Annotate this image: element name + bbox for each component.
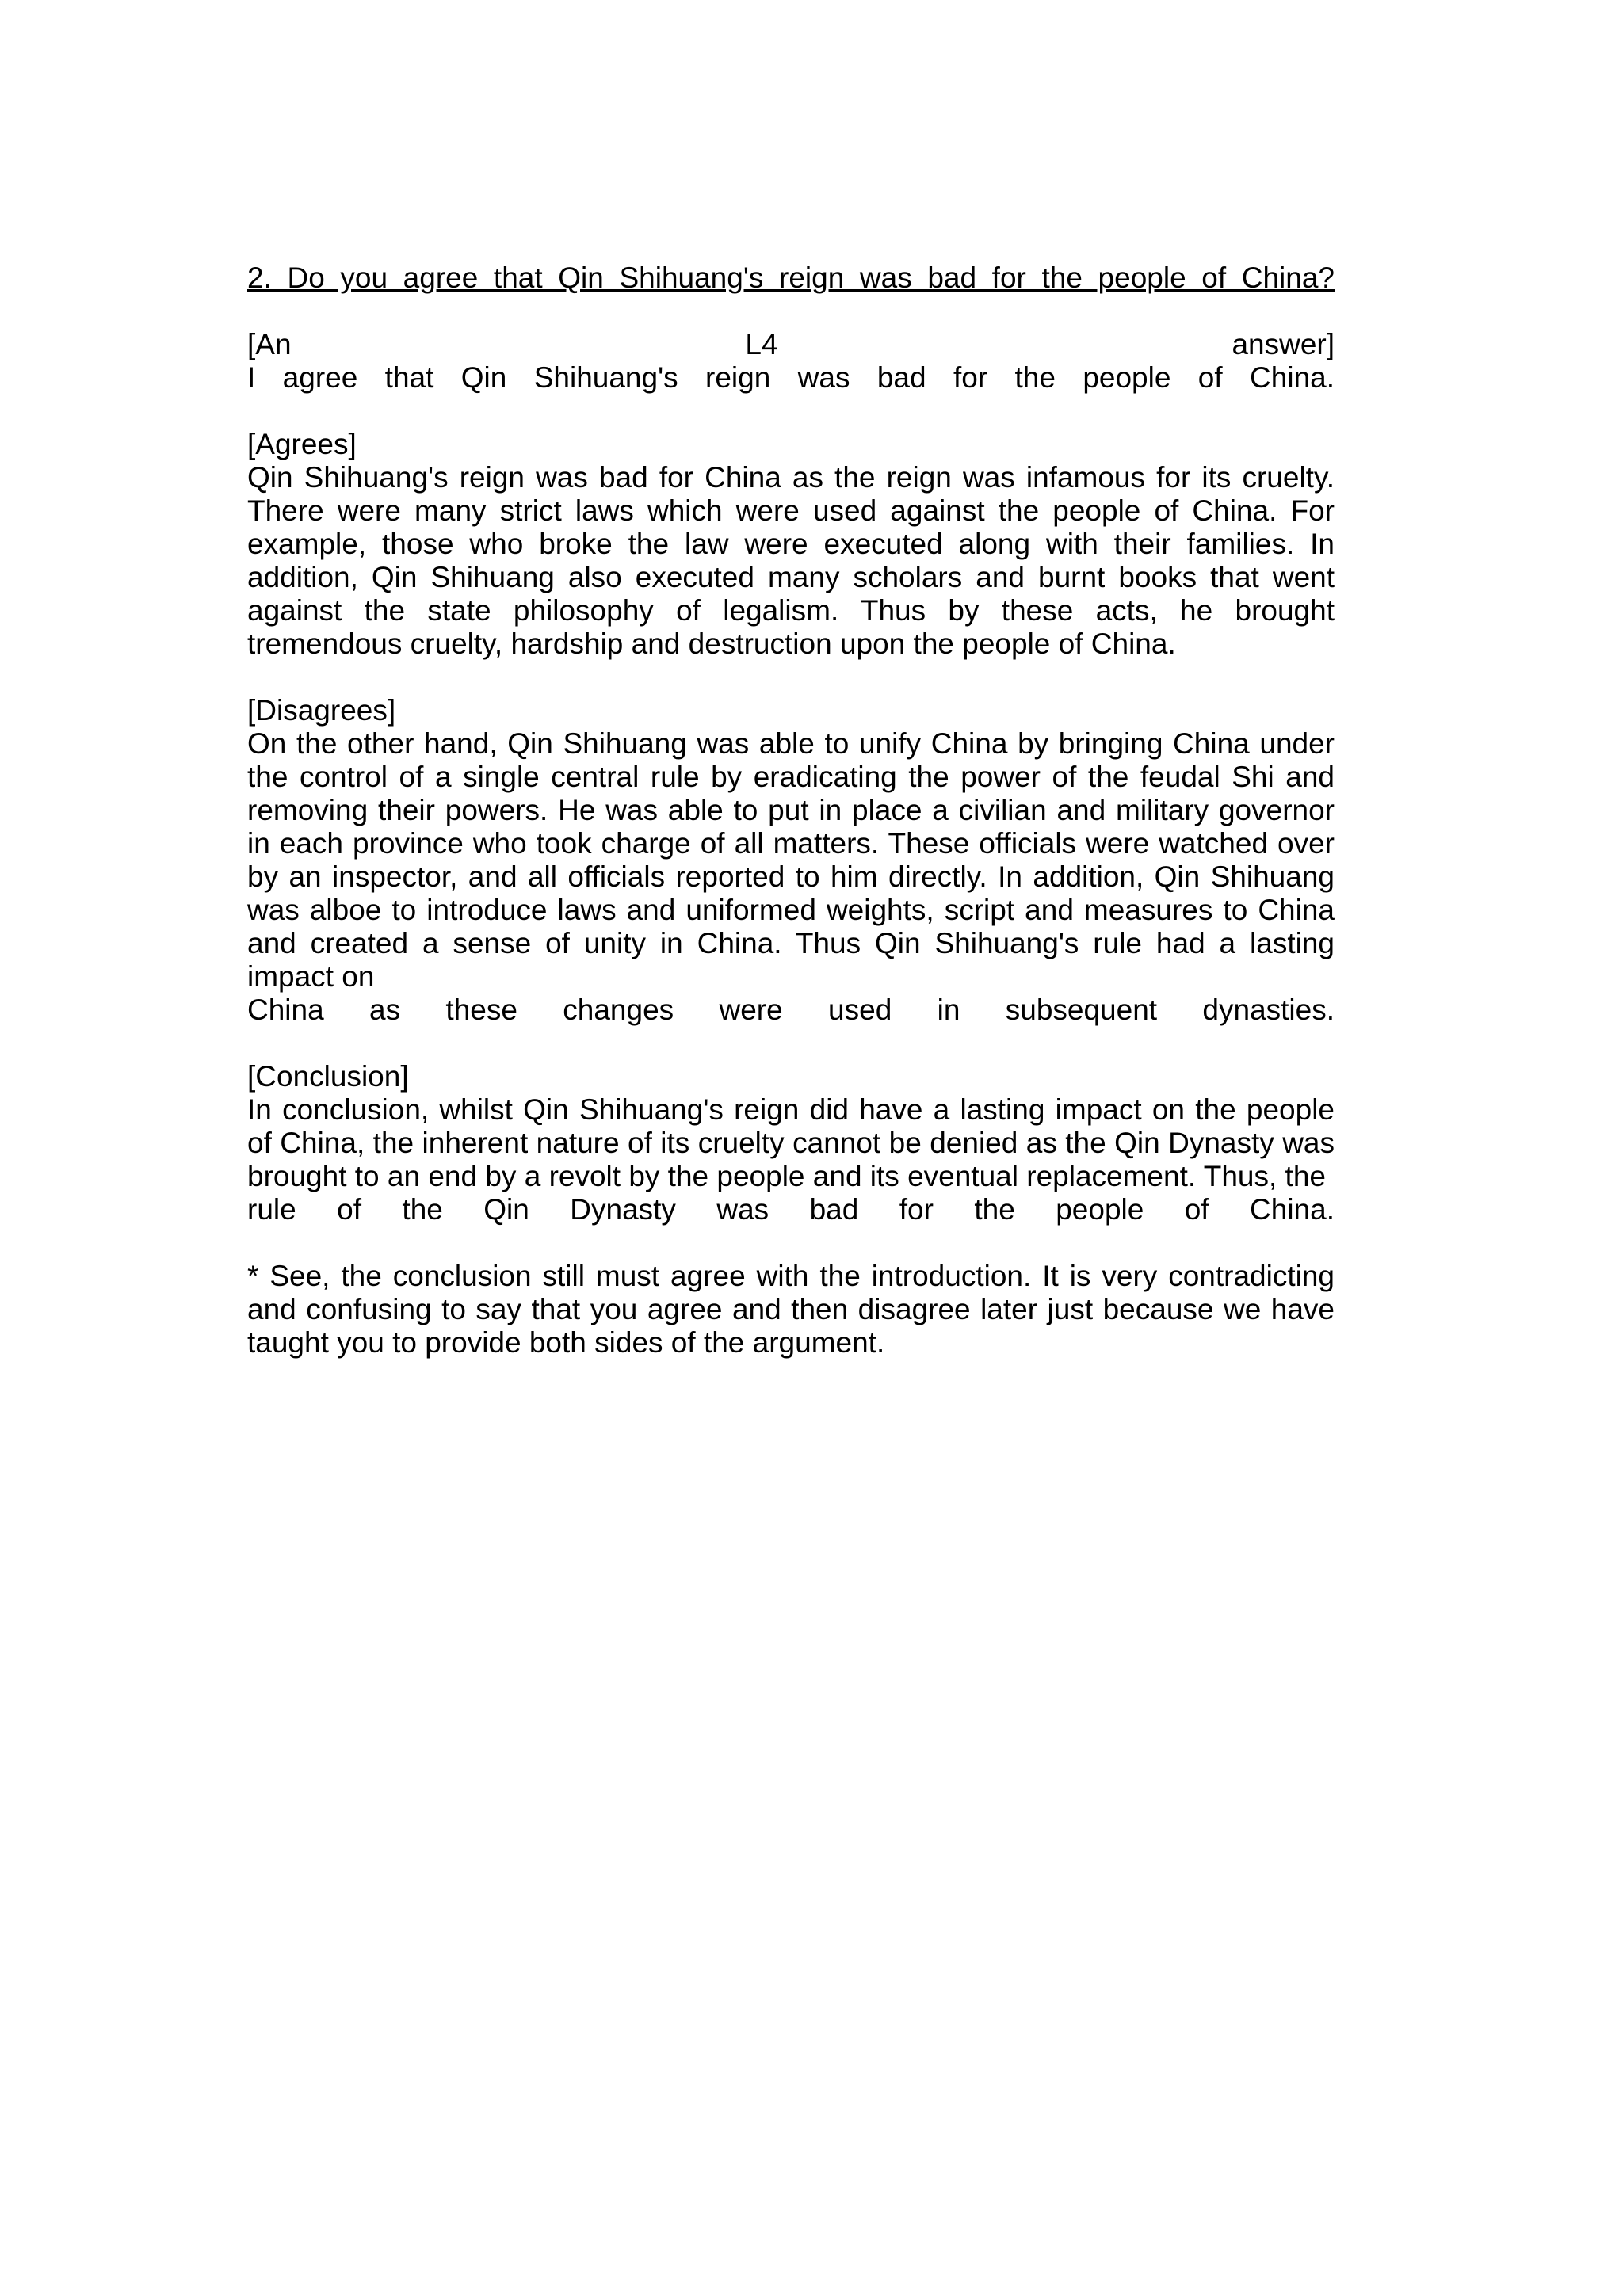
disagrees-heading: [Disagrees] <box>247 694 396 727</box>
disagrees-last-line: China as these changes were used in subsequent dynasties. <box>247 994 1335 1026</box>
agrees-paragraph: Qin Shihuang's reign was bad for China as the reign was infamous for its cruelty. There were many strict laws which were used against the people of China. For example, those who broke the law were executed along with their families. In addition, Qin Shihuang also executed many scholars and burnt books that went against the state philosophy of legalism. Thus by these acts, he brought tremendous cruelty, hardship and destruction upon the people of China. <box>247 461 1335 660</box>
spacer <box>247 661 1335 694</box>
teacher-note: * See, the conclusion still must agree with the introduction. It is very contradicting and confusing to say that you agree and then disagree later just because we have taught you to provide both sides of the argument. <box>247 1260 1335 1359</box>
answer-tag-line <box>247 328 1335 361</box>
answer-tag-right: answer] <box>1232 328 1335 360</box>
disagrees-paragraph: On the other hand, Qin Shihuang was able to unify China by bringing China under the control of a single central rule by eradicating the power of the feudal Shi and removing their powers. He was able to put in place a civilian and military governor in each province who took charge of all matters. These officials were watched over by an inspector, and all officials reported to him directly. In addition, Qin Shihuang was alboe to introduce laws and uniformed weights, script and measures to China and created a sense of unity in China. Thus Qin Shihuang's rule had a lasting impact on <box>247 727 1335 993</box>
question-heading: 2. Do you agree that Qin Shihuang's reign was bad for the people of China? <box>247 261 1335 294</box>
spacer <box>247 395 1335 428</box>
conclusion-last-line: rule of the Qin Dynasty was bad for the people of China. <box>247 1193 1335 1226</box>
spacer <box>247 1226 1335 1260</box>
document-page <box>247 261 1335 1360</box>
answer-tag-left: [An <box>247 328 292 360</box>
spacer <box>247 1027 1335 1060</box>
agrees-heading: [Agrees] <box>247 428 357 460</box>
spacer <box>247 295 1335 328</box>
conclusion-paragraph: In conclusion, whilst Qin Shihuang's reign did have a lasting impact on the people of China, the inherent nature of its cruelty cannot be denied as the Qin Dynasty was brought to an end by a revolt by the people and its eventual replacement. Thus, the <box>247 1093 1335 1192</box>
conclusion-heading: [Conclusion] <box>247 1060 409 1093</box>
intro-statement: I agree that Qin Shihuang's reign was bad for the people of China. <box>247 361 1335 394</box>
answer-tag-level: L4 <box>745 328 778 360</box>
